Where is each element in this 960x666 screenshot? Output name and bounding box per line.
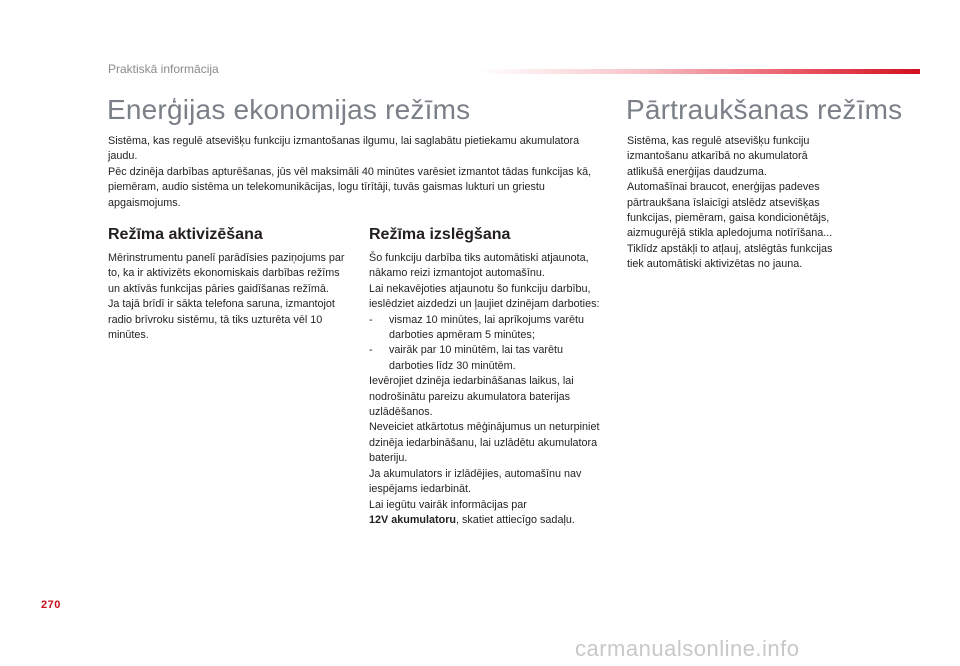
bullet-dash: - bbox=[369, 313, 373, 326]
intro-paragraph: Sistēma, kas regulē atsevišķu funkciju izmantošanas ilgumu, lai saglabātu pietiekamu akumulatora jaudu. bbox=[108, 135, 580, 163]
list-item-text: vismaz 10 minūtes, lai aprīkojums varētu darboties apmēram 5 minūtes; bbox=[389, 313, 585, 342]
intro-paragraph: Pēc dzinēja darbības apturēšanas, jūs vēl maksimāli 40 minūtes varēsiet izmantot tādas funkcijas kā, piemēram, audio sistēma un telekomunikācijas, logu tīrītāji, tuvās gaismas lukturi un griestu apgaismojums. bbox=[108, 165, 592, 209]
interruption-paragraph: Automašīnai braucot, enerģijas padeves pārtraukšana īslaicīgi atslēdz atsevišķas funkcijas, piemēram, gaisa kondicionētājs, aizmugurējā stikla apledojuma notīrīšana... bbox=[627, 181, 833, 240]
list-item-text: vairāk par 10 minūtēm, lai tas varētu darboties līdz 30 minūtēm. bbox=[389, 344, 564, 372]
watermark: carmanualsonline.info bbox=[575, 636, 800, 661]
header-accent-bar bbox=[478, 69, 920, 74]
list-item bbox=[369, 313, 609, 344]
deactivation-paragraph: Lai nekavējoties atjaunotu šo funkciju darbību, ieslēdziet aizdedzi un ļaujiet dzinējam darboties: bbox=[369, 282, 600, 311]
deactivation-paragraph: Lai iegūtu vairāk informācijas par bbox=[369, 498, 527, 511]
deactivation-paragraph: Ja akumulators ir izlādējies, automašīnu nav iespējams iedarbināt. bbox=[369, 467, 582, 496]
list-item bbox=[369, 343, 609, 374]
activation-paragraph: Mērinstrumentu panelī parādīsies paziņojums par to, ka ir aktivizēts ekonomiskais darbības režīms un aktīvās funkcijas pāries gaidīšanas režīmā. bbox=[108, 252, 345, 295]
deactivation-paragraph: Šo funkciju darbība tiks automātiski atjaunota, nākamo reizi izmantojot automašīnu. bbox=[369, 252, 589, 280]
bullet-dash: - bbox=[369, 344, 373, 357]
deactivation-paragraph-reference bbox=[369, 513, 609, 528]
interruption-paragraph: Tiklīdz apstākļi to atļauj, atslēgtās funkcijas tiek automātiski aktivizētas no jauna. bbox=[627, 242, 833, 271]
deactivation-heading: Režīma izslēgšana bbox=[369, 226, 511, 243]
deactivation-text bbox=[369, 251, 609, 528]
interruption-paragraph: Sistēma, kas regulē atsevišķu funkciju izmantošanu atkarībā no akumulatorā atlikušā enerģijas daudzuma. bbox=[627, 135, 810, 178]
intro-text bbox=[108, 134, 608, 211]
page-title: Enerģijas ekonomijas režīms bbox=[107, 94, 471, 125]
activation-heading: Režīma aktivizēšana bbox=[108, 226, 263, 243]
deactivation-paragraph: Neveiciet atkārtotus mēģinājumus un neturpiniet dzinēja iedarbināšanu, lai uzlādētu akumulatora bateriju. bbox=[369, 421, 600, 465]
activation-text bbox=[108, 251, 353, 343]
reference-text: , skatiet attiecīgo sadaļu. bbox=[456, 513, 575, 526]
activation-paragraph: Ja tajā brīdī ir sākta telefona saruna, izmantojot radio brīvroku sistēmu, tā tiks uzturēta vēl 10 minūtes. bbox=[108, 298, 335, 342]
section-header: Praktiskā informācija bbox=[108, 62, 219, 76]
interruption-text bbox=[627, 134, 847, 273]
page-number: 270 bbox=[41, 599, 61, 611]
battery-reference: 12V akumulatoru bbox=[369, 513, 457, 526]
interruption-title: Pārtraukšanas režīms bbox=[626, 94, 903, 125]
deactivation-paragraph: Ievērojiet dzinēja iedarbināšanas laikus, lai nodrošinātu pareizu akumulatora baterijas uzlādēšanos. bbox=[369, 375, 574, 419]
